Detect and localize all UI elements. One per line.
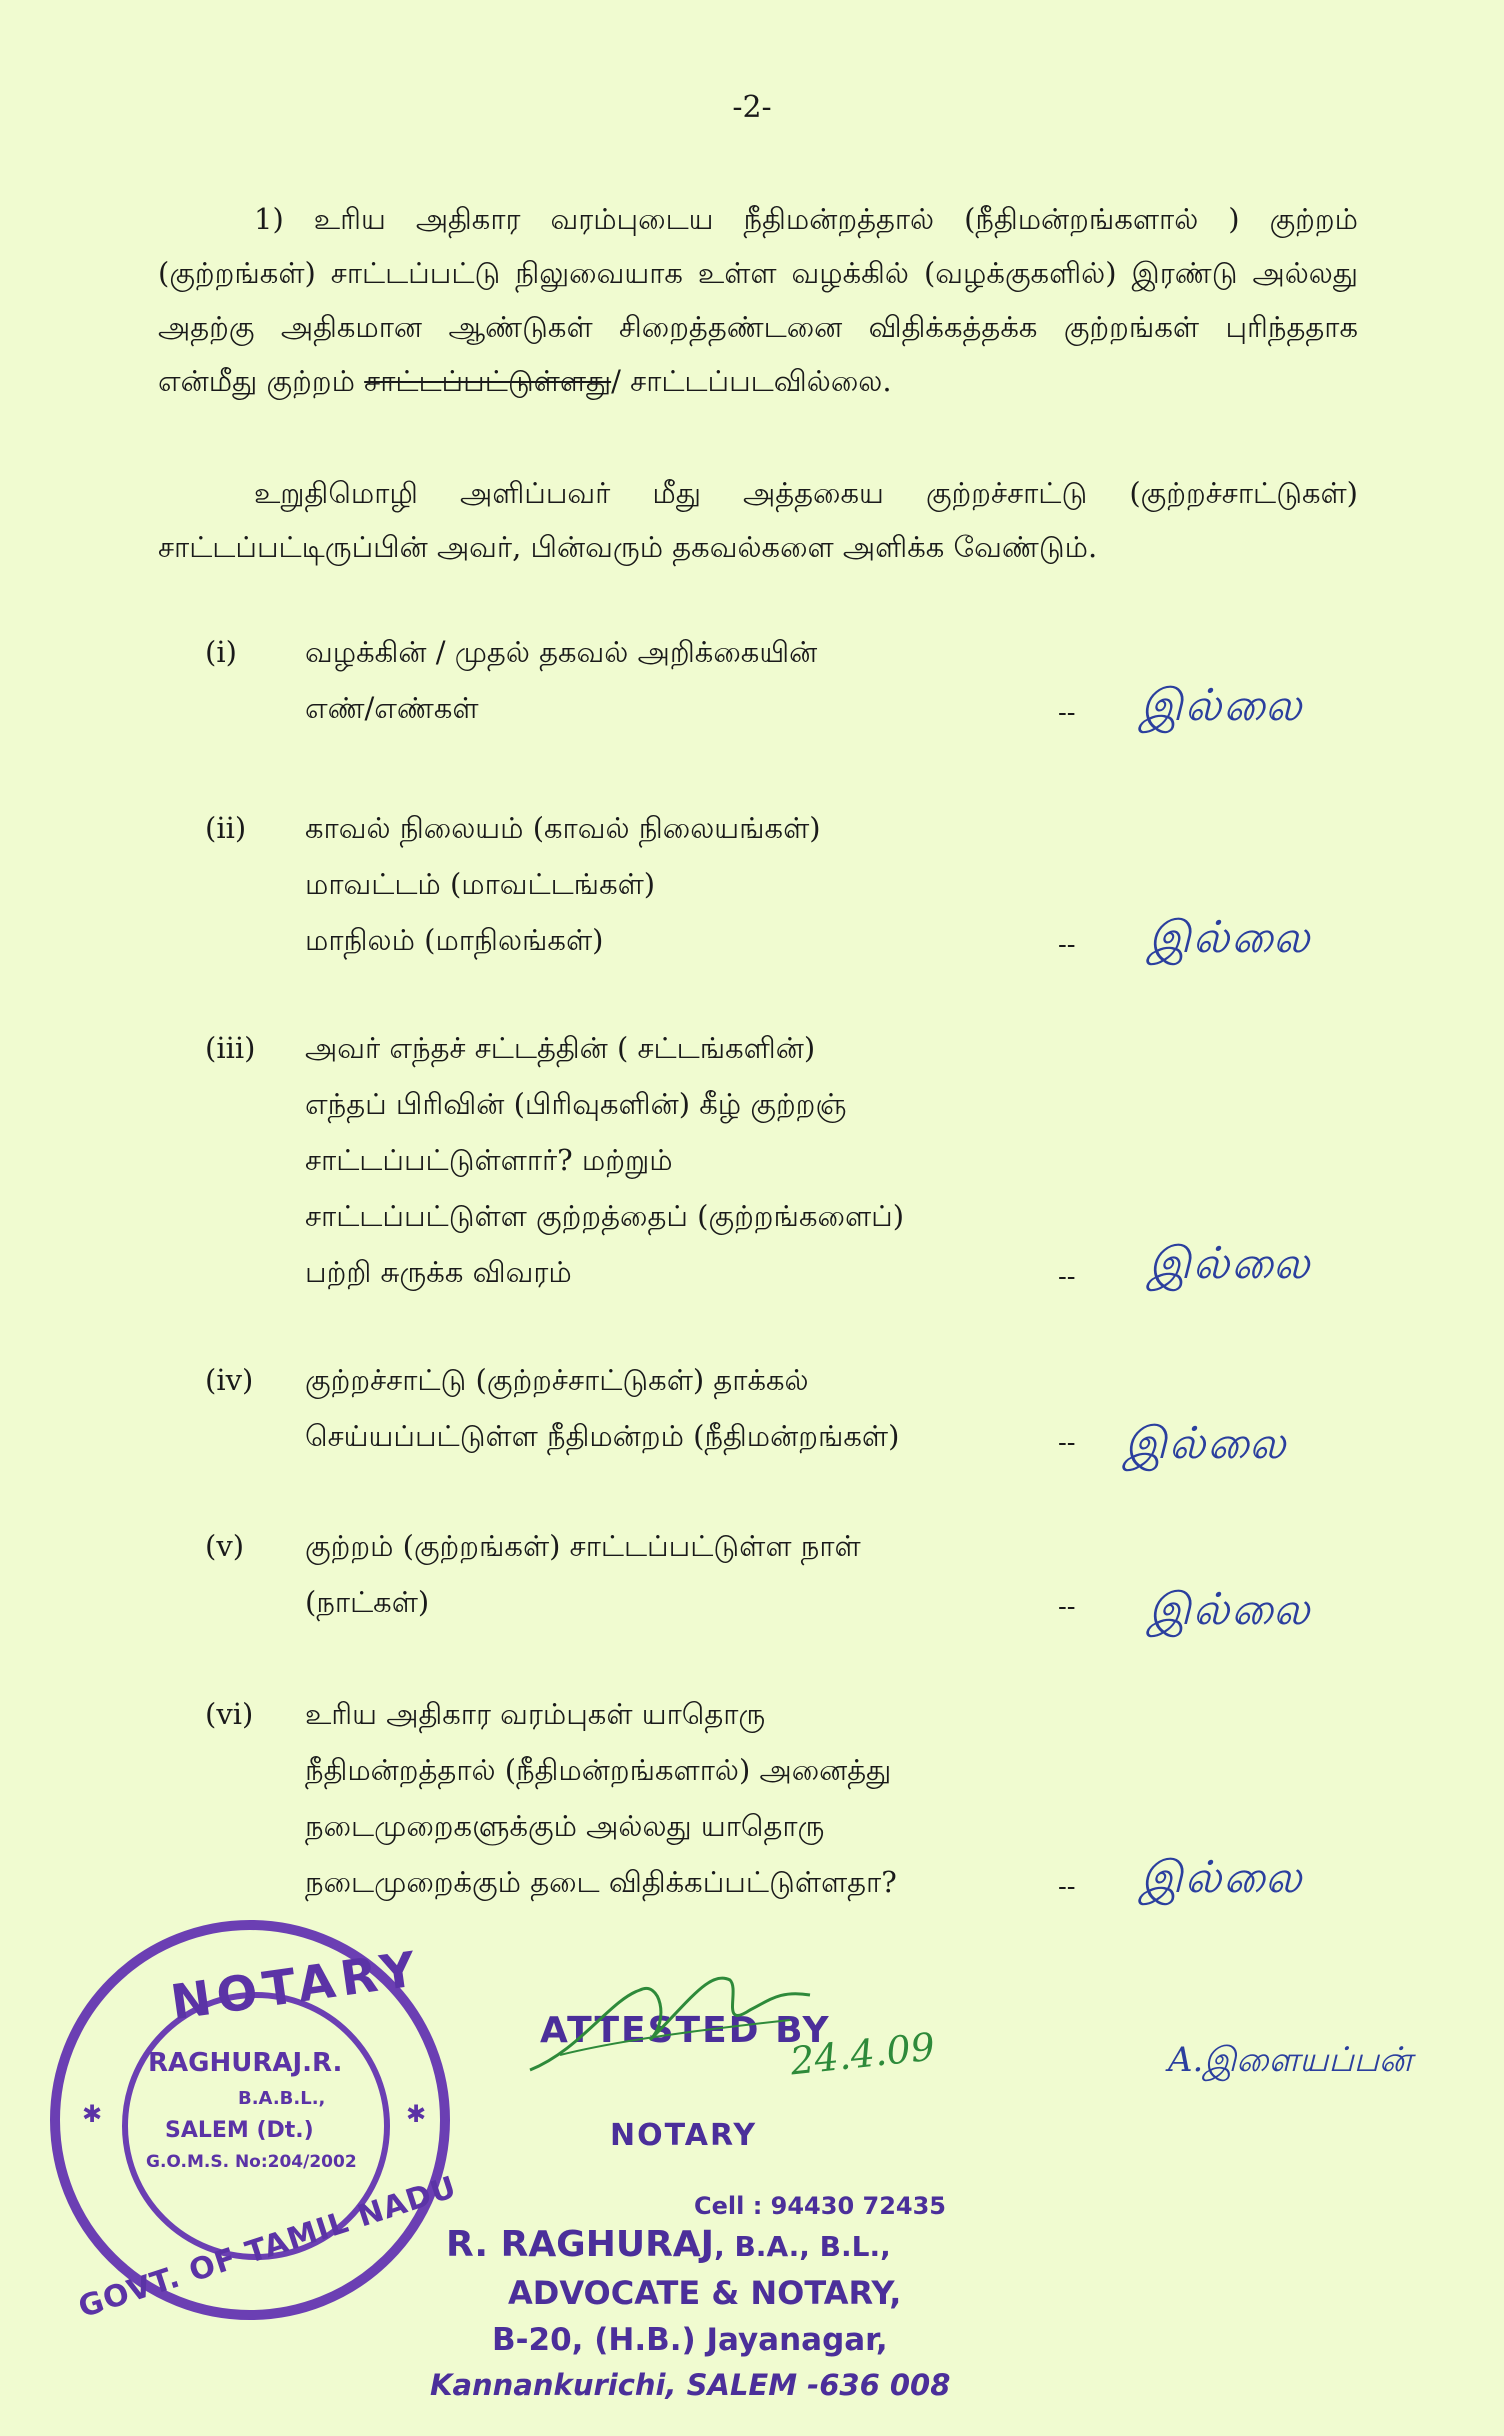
attested-label: ATTESTED BY (540, 2010, 831, 2051)
seal-bottom-text: GOVT. OF TAMIL NADU (74, 2169, 461, 2326)
item-line: செய்யப்பட்டுள்ள நீதிமன்றம் (நீதிமன்றங்கள்) (305, 1419, 900, 1453)
stamp-title: ADVOCATE & NOTARY, (508, 2274, 902, 2312)
star-icon: ✱ (82, 2100, 103, 2128)
item-line: குற்றச்சாட்டு (குற்றச்சாட்டுகள்) தாக்கல் (305, 1363, 809, 1397)
item-dash: -- (1058, 1428, 1076, 1458)
answer-handwritten: இல்லை (1124, 1418, 1288, 1469)
item-line: காவல் நிலையம் (காவல் நிலையங்கள்) (305, 811, 821, 845)
item-line: மாவட்டம் (மாவட்டங்கள்) (305, 867, 656, 901)
item-line: சாட்டப்பட்டுள்ளார்? மற்றும் (305, 1143, 673, 1177)
para1-struck: சாட்டப்பட்டுள்ளது (364, 364, 612, 398)
stamp-cell: Cell : 94430 72435 (694, 2192, 946, 2220)
paragraph-instruction (158, 466, 1358, 574)
paragraph-declaration (158, 192, 1358, 408)
item-line: மாநிலம் (மாநிலங்கள்) (305, 923, 604, 957)
item-line: சாட்டப்பட்டுள்ள குற்றத்தைப் (குற்றங்களைப்) (305, 1199, 905, 1233)
item-number: (ii) (205, 811, 247, 845)
item-line: வழக்கின் / முதல் தகவல் அறிக்கையின் (305, 635, 818, 669)
item-number: (vi) (205, 1697, 254, 1731)
item-line: குற்றம் (குற்றங்கள்) சாட்டப்பட்டுள்ள நாள் (305, 1529, 861, 1563)
attested-date-handwritten: 24.4.09 (788, 2024, 937, 2084)
para2-text: உறுதிமொழி அளிப்பவர் மீது அத்தகைய குற்றச்சாட்டு (குற்றச்சாட்டுகள்) சாட்டப்பட்டிருப்பின் அவர், பின்வரும் தகவல்களை அளிக்க வேண்டும். (158, 476, 1358, 564)
item-line: நடைமுறைகளுக்கும் அல்லது யாதொரு (305, 1809, 825, 1843)
seal-top-text: NOTARY (167, 1940, 425, 2032)
attested-role: NOTARY (610, 2118, 758, 2153)
item-text (305, 1686, 1025, 1910)
item-text (305, 624, 1025, 736)
item-number: (iv) (205, 1363, 254, 1397)
seal-degree: B.A.B.L., (238, 2088, 326, 2109)
stamp-address-2: Kannankurichi, SALEM -636 008 (430, 2368, 951, 2402)
item-line: நடைமுறைக்கும் தடை விதிக்கப்பட்டுள்ளதா? (305, 1865, 897, 1899)
answer-handwritten: இல்லை (1148, 1584, 1312, 1635)
item-dash: -- (1058, 698, 1076, 728)
para1-tail: / சாட்டப்படவில்லை. (611, 364, 892, 398)
answer-handwritten: இல்லை (1148, 1238, 1312, 1289)
stamp-address-1: B-20, (H.B.) Jayanagar, (492, 2322, 888, 2358)
answer-handwritten: இல்லை (1140, 1852, 1304, 1903)
answer-handwritten: இல்லை (1148, 912, 1312, 963)
item-number: (v) (205, 1529, 245, 1563)
para1-main: 1) உரிய அதிகார வரம்புடைய நீதிமன்றத்தால் (நீதிமன்றங்களால் ) குற்றம் (குற்றங்கள்) சாட்டப்பட்டு நிலுவையாக உள்ள வழக்கில் (வழக்குகளில்) இரண்டு அல்லது அதற்கு அதிகமான ஆண்டுகள் சிறைத்தண்டனை விதிக்கத்தக்க குற்றங்கள் புரிந்ததாக என்மீது குற்றம் (158, 202, 1358, 398)
item-line: எண்/எண்கள் (305, 691, 479, 725)
item-number: (i) (205, 635, 237, 669)
stamp-degree: , B.A., B.L., (714, 2230, 891, 2263)
deponent-signature: A.இளையப்பன் (1168, 2040, 1413, 2080)
item-line: (நாட்கள்) (305, 1585, 430, 1619)
item-text (305, 1518, 1025, 1630)
star-icon: ✱ (406, 2100, 427, 2128)
item-line: உரிய அதிகார வரம்புகள் யாதொரு (305, 1697, 766, 1731)
seal-gos: G.O.M.S. No:204/2002 (146, 2152, 357, 2172)
item-line: நீதிமன்றத்தால் (நீதிமன்றங்களால்) அனைத்து (305, 1753, 892, 1787)
item-line: பற்றி சுருக்க விவரம் (305, 1255, 572, 1289)
page-number: -2- (732, 90, 772, 125)
seal-district: SALEM (Dt.) (165, 2118, 314, 2143)
stamp-name: R. RAGHURAJ (446, 2224, 715, 2265)
item-number: (iii) (205, 1031, 256, 1065)
item-text (305, 1352, 1025, 1464)
item-line: அவர் எந்தச் சட்டத்தின் ( சட்டங்களின்) (305, 1031, 816, 1065)
answer-handwritten: இல்லை (1140, 680, 1304, 731)
item-line: எந்தப் பிரிவின் (பிரிவுகளின்) கீழ் குற்றஞ் (305, 1087, 847, 1121)
item-text (305, 1020, 1025, 1300)
item-dash: -- (1058, 1262, 1076, 1292)
item-dash: -- (1058, 1872, 1076, 1902)
seal-name: RAGHURAJ.R. (148, 2048, 343, 2078)
notary-seal (50, 1920, 461, 2326)
item-text (305, 800, 1025, 968)
notary-signature-icon (520, 1960, 820, 2090)
item-dash: -- (1058, 930, 1076, 960)
stamp-name-line (446, 2224, 891, 2265)
item-dash: -- (1058, 1592, 1076, 1622)
